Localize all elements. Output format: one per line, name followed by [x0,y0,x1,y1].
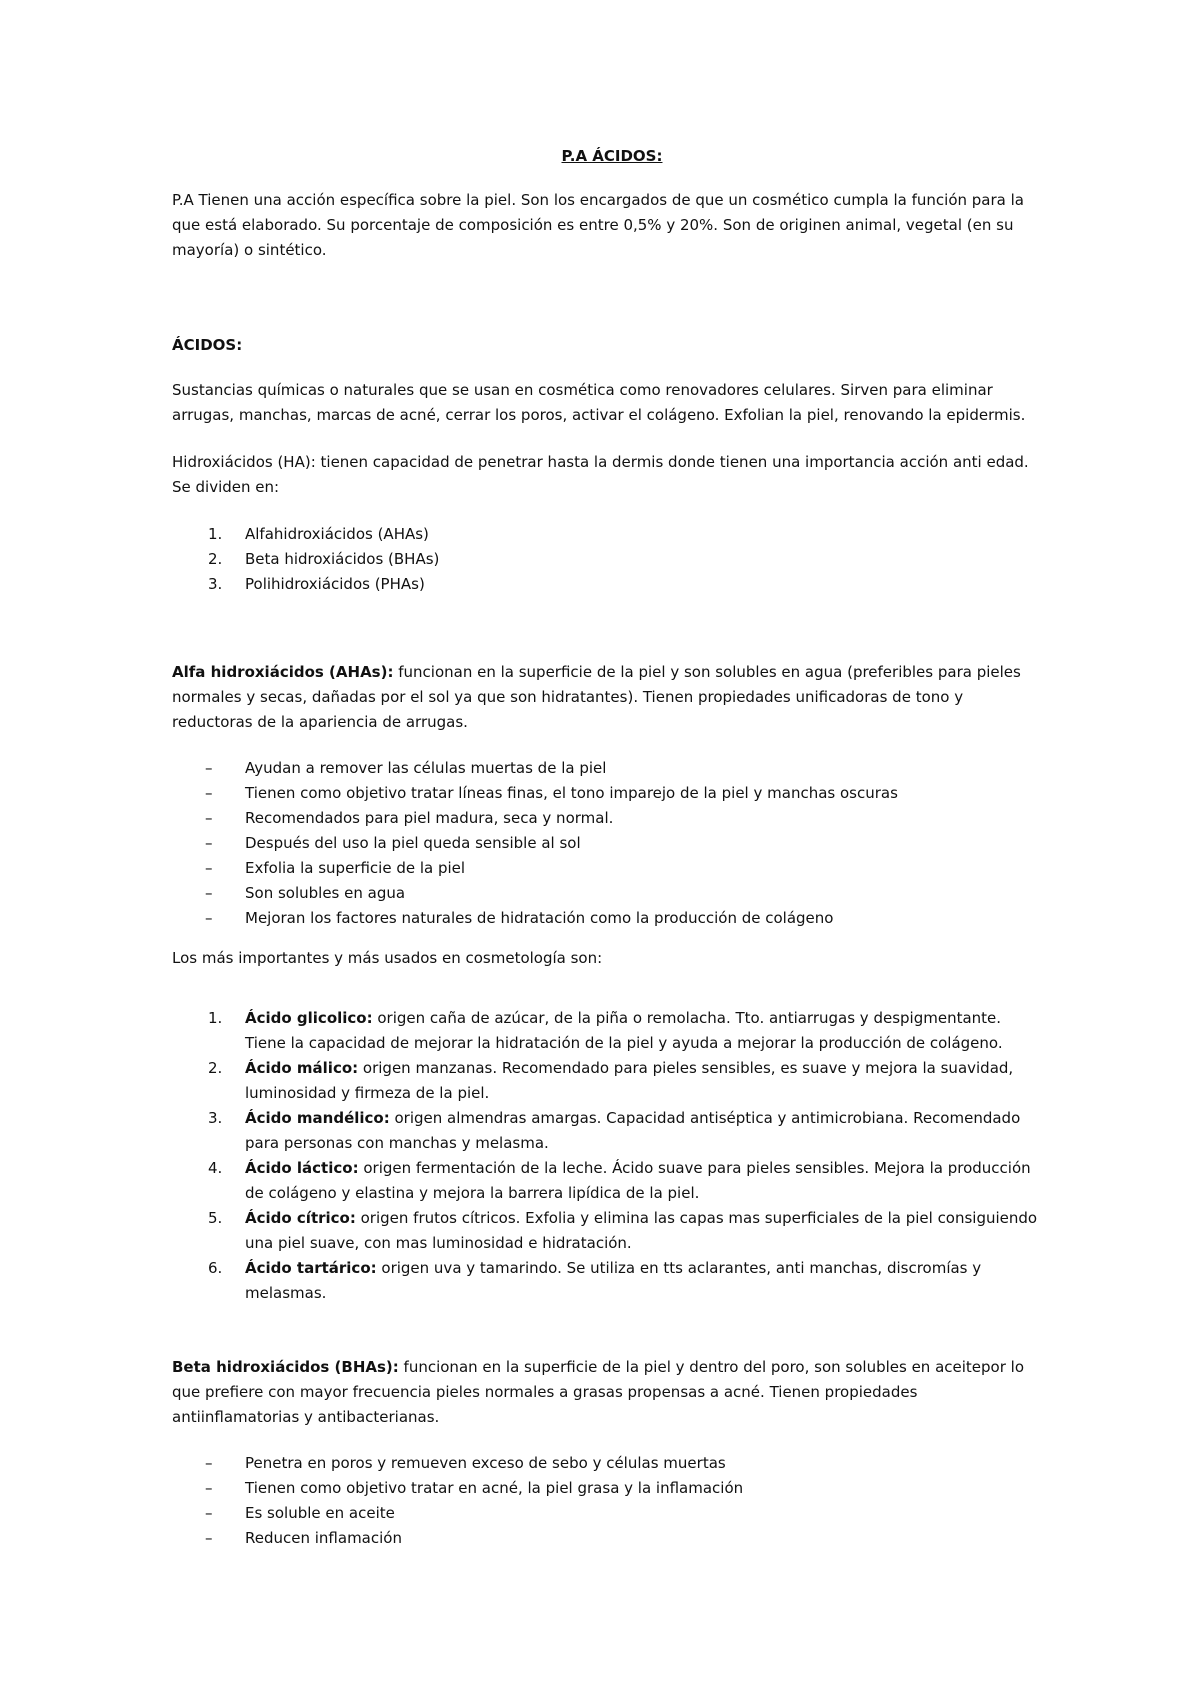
list-item: 3. Ácido mandélico: origen almendras amargas. Capacidad antiséptica y antimicrobiana. Recomendado para personas con manchas y melasma. [208,1109,1021,1152]
list-item: – Recomendados para piel madura, seca y normal. [205,809,614,827]
importantes-list [172,1006,1042,1306]
list-item: – Ayudan a remover las células muertas de la piel [205,759,607,777]
list-item: 1. Alfahidroxiácidos (AHAs) [208,525,429,543]
bha-text: funcionan en la superficie de la piel y dentro del poro, son solubles en aceitepor lo que prefiere con mayor frecuencia pieles normales a grasas propensas a acné. Tienen propiedades antiinflamatorias y antibacterianas. [172,1358,1024,1426]
hidroxiacidos-list [172,522,1042,597]
list-item: 2. Ácido málico: origen manzanas. Recomendado para pieles sensibles, es suave y mejora la suavidad, luminosidad y firmeza de la piel. [208,1059,1014,1102]
aha-label: Alfa hidroxiácidos (AHAs): [172,663,394,681]
list-item: – Tienen como objetivo tratar líneas finas, el tono imparejo de la piel y manchas oscuras [205,784,898,802]
bha-paragraph [172,1355,1042,1430]
aha-text: funcionan en la superficie de la piel y son solubles en agua (preferibles para pieles normales y secas, dañadas por el sol ya que son hidratantes). Tienen propiedades unificadoras de tono y reductoras de la apariencia de arrugas. [172,663,1021,731]
list-item: – Son solubles en agua [205,884,406,902]
list-item: – Penetra en poros y remueven exceso de sebo y células muertas [205,1454,726,1472]
acidos-heading: ÁCIDOS: [172,336,243,354]
list-item: 5. Ácido cítrico: origen frutos cítricos. Exfolia y elimina las capas mas superficiales de la piel consiguiendo una piel suave, con mas luminosidad e hidratación. [208,1209,1038,1252]
list-item: – Exfolia la superficie de la piel [205,859,466,877]
list-item: 3. Polihidroxiácidos (PHAs) [208,575,425,593]
list-item: – Después del uso la piel queda sensible al sol [205,834,581,852]
list-item: – Es soluble en aceite [205,1504,395,1522]
bha-bullet-list [172,1451,1042,1551]
list-item: – Tienen como objetivo tratar en acné, la piel grasa y la inflamación [205,1479,744,1497]
page-title: P.A ÁCIDOS: [561,147,663,165]
list-item: 1. Ácido glicolico: origen caña de azúcar, de la piña o remolacha. Tto. antiarrugas y despigmentante. Tiene la capacidad de mejorar la hidratación de la piel y ayuda a mejorar la producción de colágeno. [208,1009,1003,1052]
aha-paragraph [172,660,1042,735]
importantes-intro: Los más importantes y más usados en cosmetología son: [172,949,603,967]
hidroxiacidos-paragraph: Hidroxiácidos (HA): tienen capacidad de penetrar hasta la dermis donde tienen una importancia acción anti edad. Se dividen en: [172,453,1029,496]
list-item: 4. Ácido láctico: origen fermentación de la leche. Ácido suave para pieles sensibles. Mejora la producción de colágeno y elastina y mejora la barrera lipídica de la piel. [208,1159,1031,1202]
list-item: 6. Ácido tartárico: origen uva y tamarindo. Se utiliza en tts aclarantes, anti manchas, discromías y melasmas. [208,1259,982,1302]
list-item: – Mejoran los factores naturales de hidratación como la producción de colágeno [205,909,834,927]
intro-paragraph: P.A Tienen una acción específica sobre la piel. Son los encargados de que un cosmético cumpla la función para la que está elaborado. Su porcentaje de composición es entre 0,5% y 20%. Son de originen animal, vegetal (en su mayoría) o sintético. [172,191,1024,259]
bha-label: Beta hidroxiácidos (BHAs): [172,1358,399,1376]
aha-bullet-list [172,756,1042,931]
list-item: 2. Beta hidroxiácidos (BHAs) [208,550,440,568]
list-item: – Reducen inflamación [205,1529,402,1547]
acidos-paragraph: Sustancias químicas o naturales que se usan en cosmética como renovadores celulares. Sirven para eliminar arrugas, manchas, marcas de acné, cerrar los poros, activar el colágeno. Exfolian la piel, renovando la epidermis. [172,381,1026,424]
